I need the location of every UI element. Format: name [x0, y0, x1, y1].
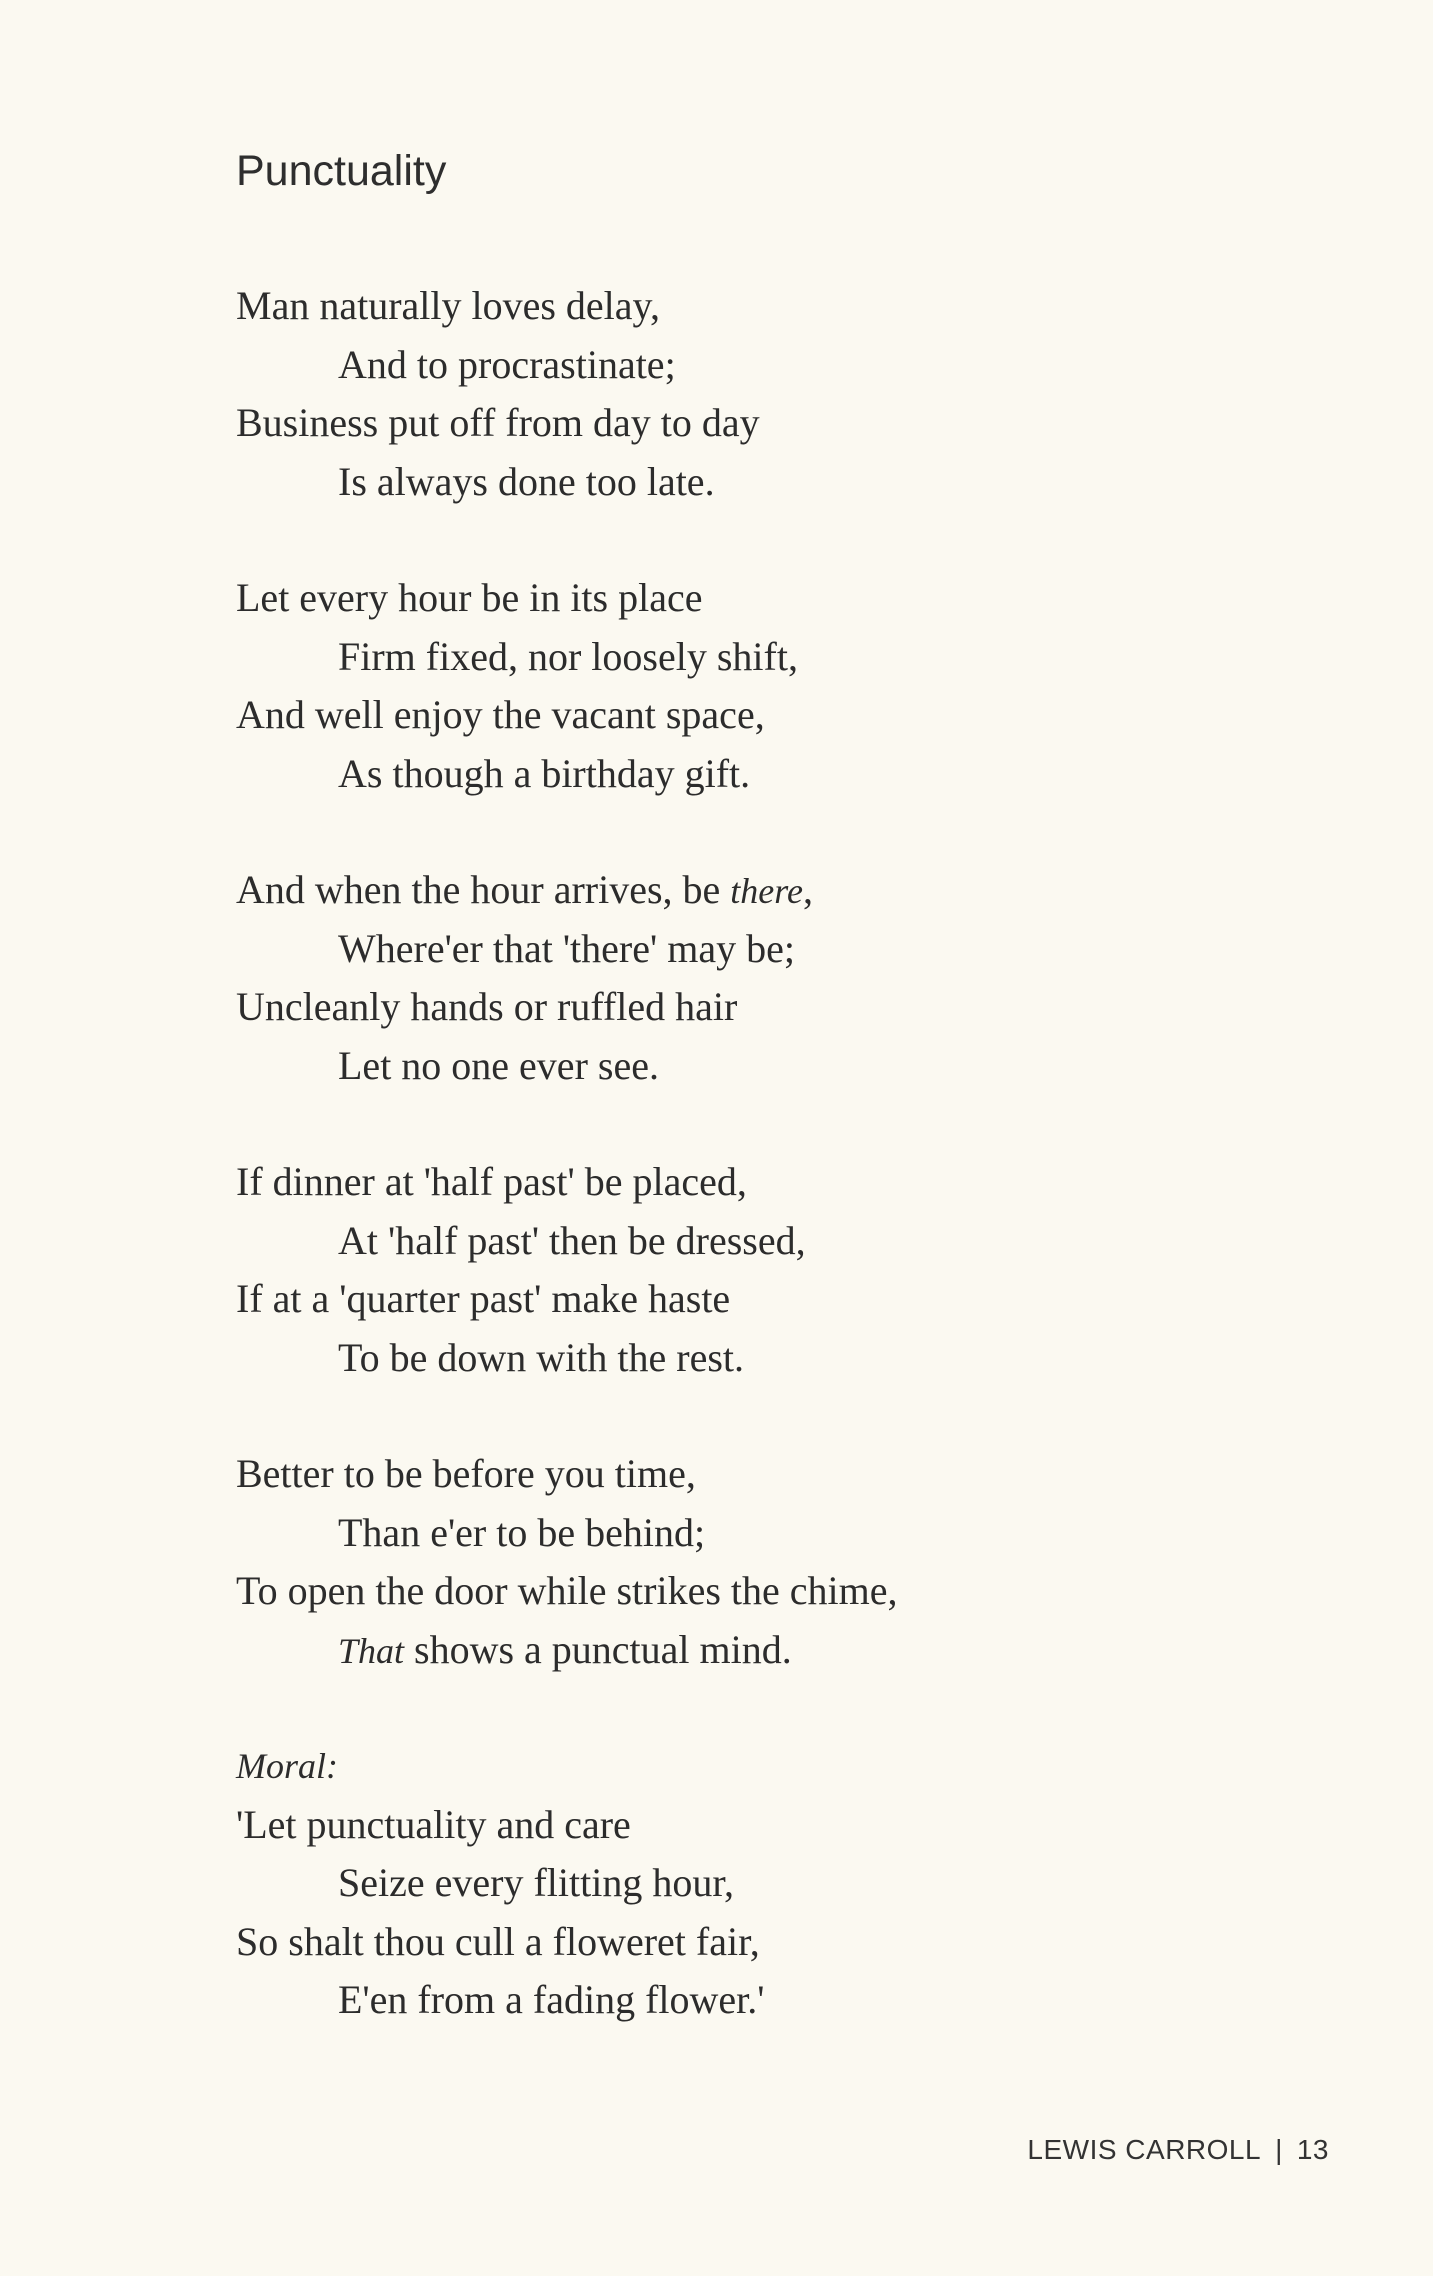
footer-separator: |: [1275, 2134, 1283, 2165]
poem-line: [236, 1621, 897, 1680]
poem-line-text: And when the hour arrives, be: [236, 867, 731, 912]
poem-line: Business put off from day to day: [236, 400, 760, 445]
poem-line: So shalt thou cull a floweret fair,: [236, 1918, 760, 1964]
poem-line: Man naturally loves delay,: [236, 283, 660, 328]
poem-line-text: shows a punctual mind.: [404, 1626, 792, 1672]
poem-line: Let every hour be in its place: [236, 575, 703, 620]
poem-line: As though a birthday gift.: [338, 750, 751, 796]
running-footer: [1027, 2134, 1329, 2166]
italic-word: there: [730, 871, 803, 911]
poem-line: If dinner at 'half past' be placed,: [236, 1159, 747, 1204]
poem-line: Where'er that 'there' may be;: [338, 925, 795, 971]
stanza-5: [236, 1445, 897, 1679]
stanza-1: [236, 277, 897, 511]
poem-line: If at a 'quarter past' make haste: [236, 1276, 731, 1321]
stanza-3: [236, 861, 897, 1095]
poem-line: Than e'er to be behind;: [338, 1509, 706, 1555]
poem-line: Is always done too late.: [338, 458, 715, 504]
author-name: LEWIS CARROLL: [1027, 2134, 1262, 2165]
italic-word: That: [338, 1630, 405, 1671]
poem-line: 'Let punctuality and care: [236, 1801, 631, 1847]
poem-line: And to procrastinate;: [338, 341, 676, 387]
moral-stanza: [236, 1737, 897, 2030]
poem-line: [236, 861, 897, 920]
poem-line: Let no one ever see.: [338, 1042, 659, 1088]
stanza-2: [236, 569, 897, 803]
poem-line: Seize every flitting hour,: [338, 1860, 735, 1905]
poem-line: At 'half past' then be dressed,: [338, 1217, 806, 1263]
page-number: 13: [1296, 2134, 1329, 2165]
poem-line: To open the door while strikes the chime,: [236, 1568, 898, 1613]
poem-line: Better to be before you time,: [236, 1451, 696, 1496]
stanza-4: [236, 1153, 897, 1387]
moral-label: Moral:: [236, 1746, 338, 1786]
poem-line: E'en from a fading flower.': [338, 1977, 765, 2022]
poem-line-text: ,: [802, 867, 813, 912]
poem-line: Firm fixed, nor loosely shift,: [338, 633, 798, 679]
poem-title: Punctuality: [236, 147, 447, 195]
poem-line: Uncleanly hands or ruffled hair: [236, 984, 738, 1029]
poem-line: To be down with the rest.: [338, 1334, 745, 1380]
poem-line: And well enjoy the vacant space,: [236, 692, 765, 737]
poem-body: [236, 277, 897, 2030]
